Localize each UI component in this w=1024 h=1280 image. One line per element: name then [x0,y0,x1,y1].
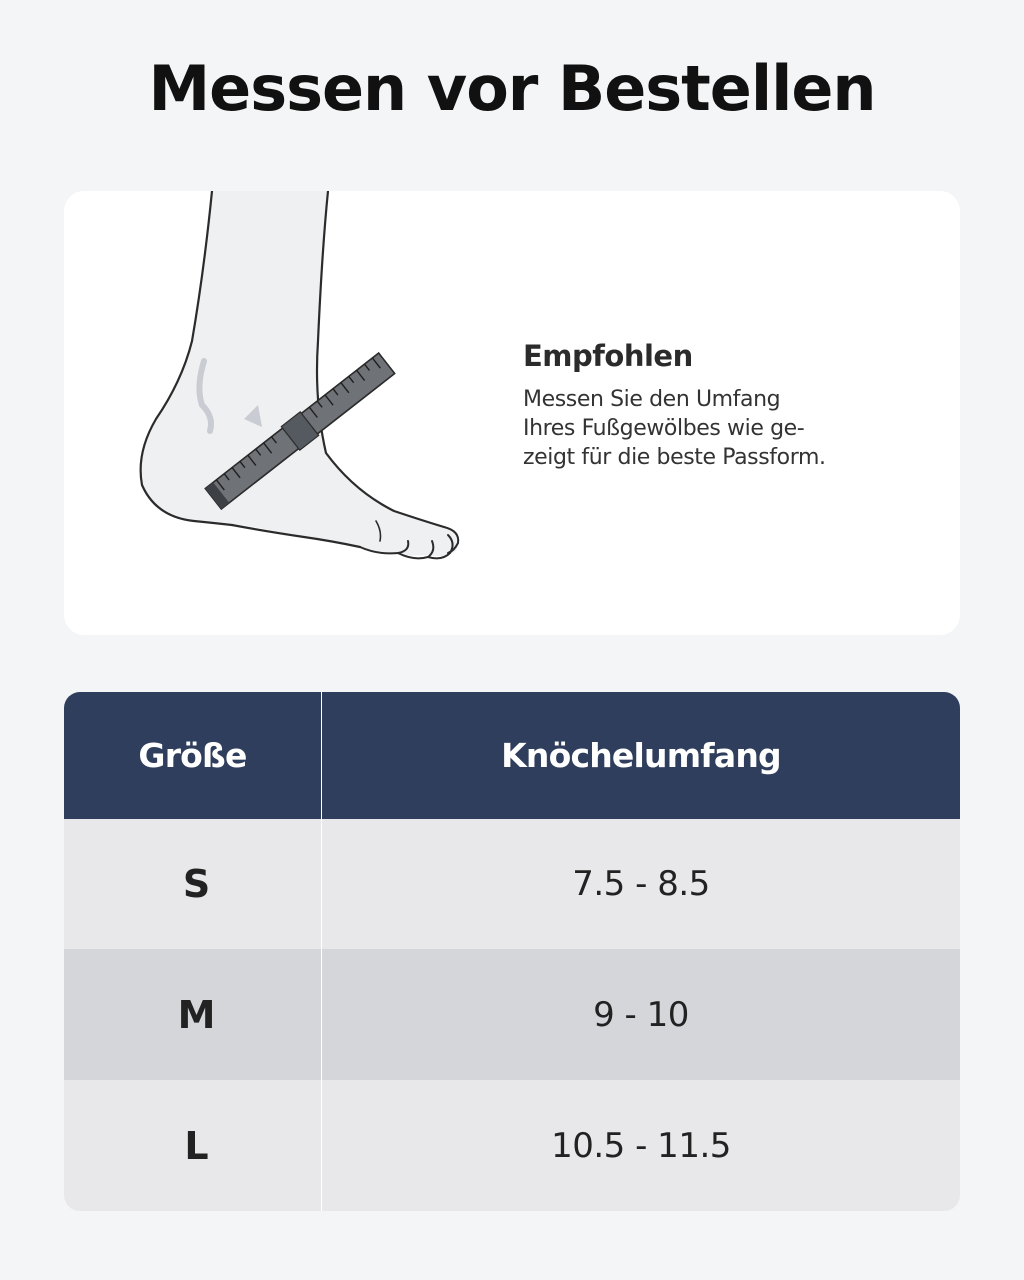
circumference-cell: 10.5 - 11.5 [551,1125,731,1166]
page-title: Messen vor Bestellen [148,52,876,125]
size-cell: M [177,992,216,1037]
table-row [64,1080,960,1211]
foot-measuring-tape-icon [64,191,504,635]
recommendation-line: Messen Sie den Umfang [523,387,781,412]
header-circumference: Knöchelumfang [501,736,781,775]
table-header [64,692,960,819]
table-row [64,949,960,1080]
recommendation-text [523,385,943,472]
circumference-cell: 7.5 - 8.5 [572,864,710,904]
size-table [64,692,960,1211]
recommendation-line: zeigt für die beste Passform. [523,445,826,470]
illustration-card [64,191,960,635]
circumference-cell: 9 - 10 [593,994,689,1035]
table-row [64,819,960,949]
recommendation-block [523,339,943,472]
column-divider [321,692,322,1211]
recommendation-line: Ihres Fußgewölbes wie ge- [523,416,805,441]
recommendation-heading: Empfohlen [523,339,693,373]
header-size: Größe [138,736,247,775]
size-cell: S [182,862,211,906]
size-cell: L [184,1123,209,1168]
